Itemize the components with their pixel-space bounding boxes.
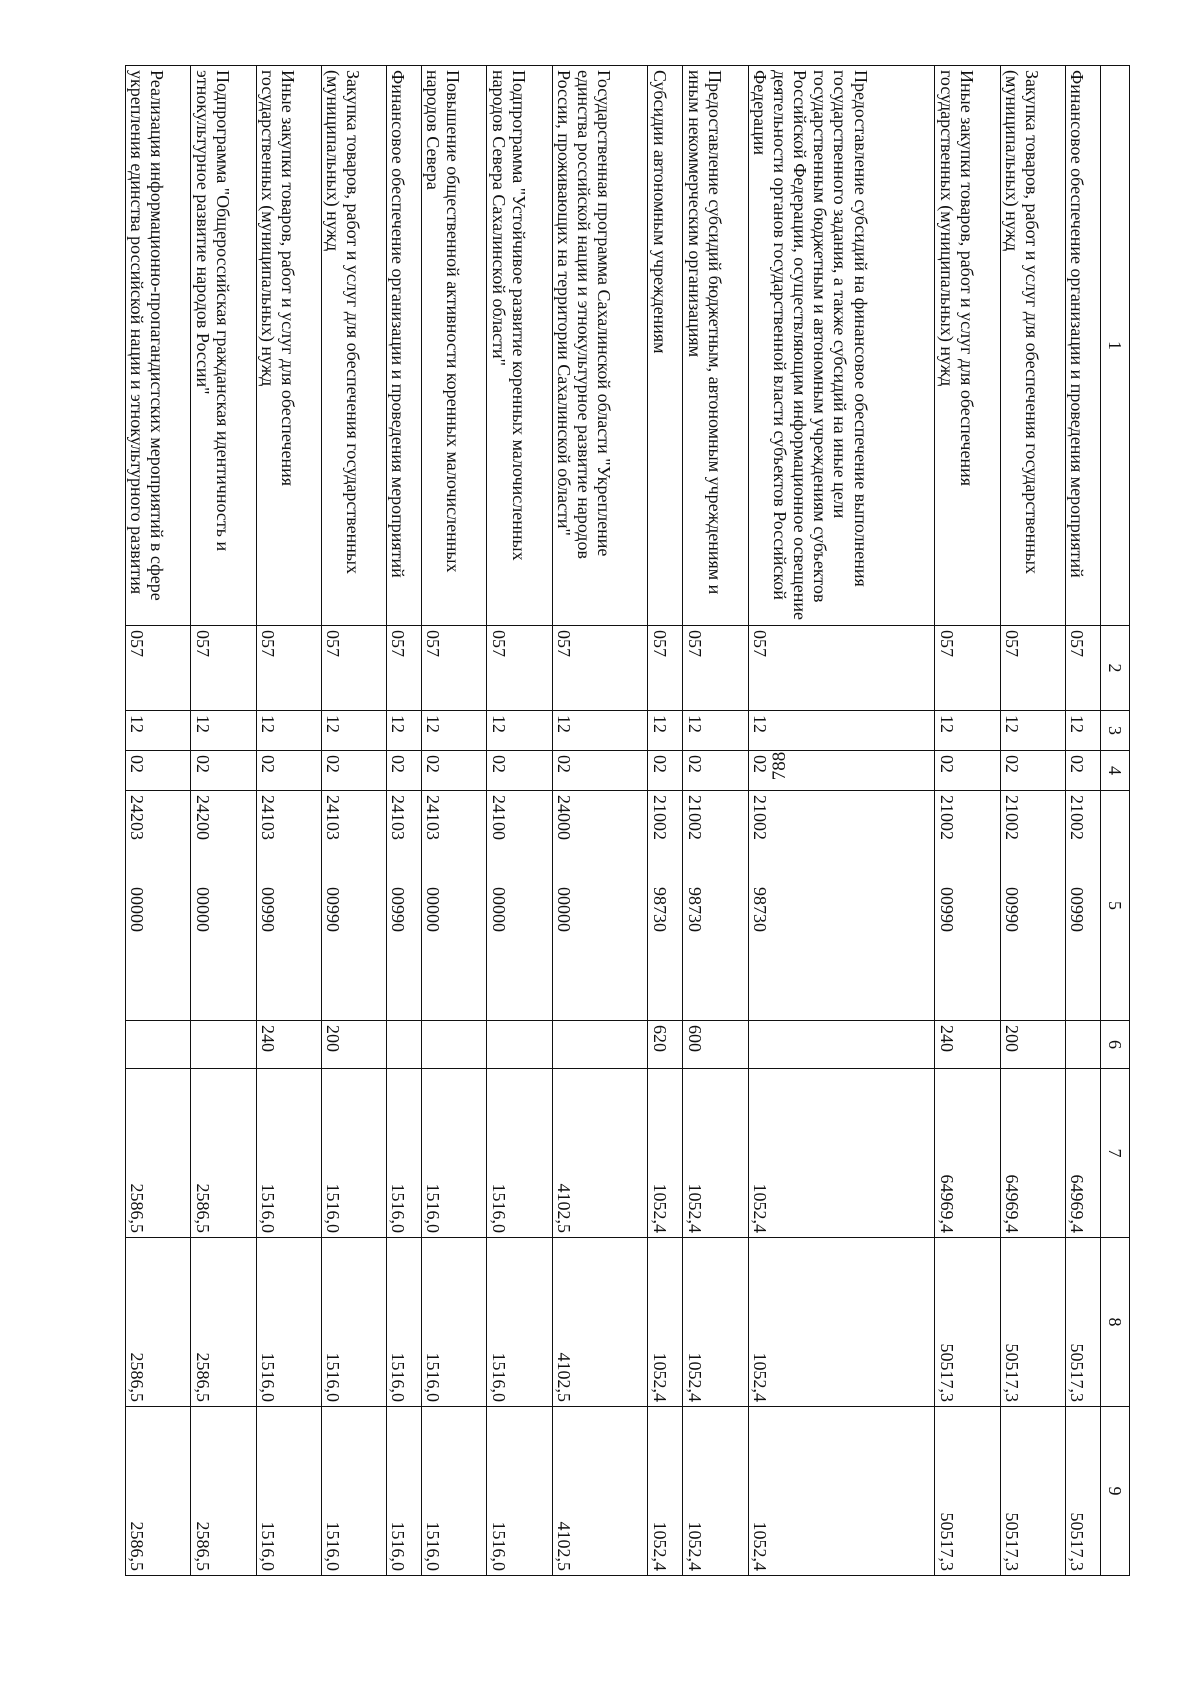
row-amount-col7: 2586,5 [126,1069,191,1238]
row-expense-type: 240 [256,1021,321,1069]
target-article-program: 21002 [1067,795,1088,840]
row-amount-col8: 1516,0 [422,1238,487,1407]
row-target-article [387,791,422,1021]
row-amount-col8: 1516,0 [256,1238,321,1407]
row-grbs-code: 057 [256,626,321,711]
table-row [1066,66,1101,1576]
target-article-program: 21002 [684,795,705,840]
row-subsection-code: 02 [487,751,552,791]
row-amount-col8: 1516,0 [487,1238,552,1407]
row-target-article [191,791,256,1021]
row-expense-type [487,1021,552,1069]
row-subsection-code: 02 [648,751,683,791]
row-section-code: 12 [1000,711,1065,751]
row-target-article [321,791,386,1021]
row-target-article [1000,791,1065,1021]
row-amount-col8: 2586,5 [191,1238,256,1407]
row-subsection-code: 02 [191,751,256,791]
row-amount-col7: 64969,4 [1066,1069,1101,1238]
row-amount-col9: 1052,4 [683,1407,748,1576]
target-article-direction: 98730 [649,887,670,932]
rotated-table-wrapper [125,65,1130,1575]
column-header: 6 [1101,1021,1130,1069]
row-amount-col8: 1052,4 [648,1238,683,1407]
table-row [191,66,256,1576]
row-expense-type [422,1021,487,1069]
row-expense-type [191,1021,256,1069]
row-amount-col8: 1516,0 [321,1238,386,1407]
table-row [387,66,422,1576]
target-article-direction: 00990 [388,887,409,932]
row-subsection-code: 02 [748,751,935,791]
row-description: Подпрограмма "Устойчивое развитие коренных малочисленных народов Севера Сахалинской области" [487,66,552,626]
row-description: Иные закупки товаров, работ и услуг для обеспечения государственных (муниципальных) нужд [935,66,1000,626]
row-grbs-code: 057 [422,626,487,711]
page-number: 788 [769,751,790,781]
row-description: Повышение общественной активности коренных малочисленных народов Севера [422,66,487,626]
column-header: 8 [1101,1238,1130,1407]
row-amount-col8: 1052,4 [748,1238,935,1407]
row-expense-type: 620 [648,1021,683,1069]
row-subsection-code: 02 [321,751,386,791]
row-amount-col8: 50517,3 [1000,1238,1065,1407]
column-header: 3 [1101,711,1130,751]
table-row [126,66,191,1576]
row-section-code: 12 [935,711,1000,751]
row-section-code: 12 [422,711,487,751]
row-amount-col7: 1052,4 [683,1069,748,1238]
row-target-article [422,791,487,1021]
row-grbs-code: 057 [748,626,935,711]
table-row [1000,66,1065,1576]
row-target-article [126,791,191,1021]
row-expense-type: 240 [935,1021,1000,1069]
row-expense-type: 600 [683,1021,748,1069]
row-subsection-code: 02 [1066,751,1101,791]
row-amount-col7: 1516,0 [321,1069,386,1238]
target-article-program: 24000 [553,795,574,840]
target-article-program: 24200 [192,795,213,840]
row-section-code: 12 [683,711,748,751]
table-row [422,66,487,1576]
table-row [935,66,1000,1576]
row-section-code: 12 [126,711,191,751]
row-amount-col7: 1516,0 [422,1069,487,1238]
target-article-program: 24103 [323,795,344,840]
row-amount-col7: 4102,5 [552,1069,648,1238]
row-subsection-code: 02 [126,751,191,791]
row-section-code: 12 [552,711,648,751]
row-subsection-code: 02 [422,751,487,791]
target-article-program: 24103 [423,795,444,840]
row-amount-col9: 1516,0 [321,1407,386,1576]
row-expense-type [552,1021,648,1069]
table-row [487,66,552,1576]
row-amount-col9: 2586,5 [126,1407,191,1576]
row-target-article [487,791,552,1021]
target-article-program: 24103 [388,795,409,840]
target-article-program: 21002 [1001,795,1022,840]
row-amount-col7: 64969,4 [935,1069,1000,1238]
row-grbs-code: 057 [1000,626,1065,711]
table-row [256,66,321,1576]
row-subsection-code: 02 [552,751,648,791]
row-target-article [748,791,935,1021]
row-expense-type: 200 [1000,1021,1065,1069]
row-amount-col9: 50517,3 [1000,1407,1065,1576]
target-article-direction: 00990 [323,887,344,932]
row-expense-type: 200 [321,1021,386,1069]
row-target-article [1066,791,1101,1021]
row-amount-col9: 1516,0 [487,1407,552,1576]
row-section-code: 12 [748,711,935,751]
row-amount-col7: 1516,0 [256,1069,321,1238]
target-article-program: 21002 [749,795,770,840]
target-article-direction: 00990 [1067,887,1088,932]
row-amount-col8: 4102,5 [552,1238,648,1407]
row-amount-col9: 2586,5 [191,1407,256,1576]
row-description: Иные закупки товаров, работ и услуг для обеспечения государственных (муниципальных) нужд [256,66,321,626]
row-grbs-code: 057 [683,626,748,711]
row-grbs-code: 057 [321,626,386,711]
row-amount-col8: 50517,3 [1066,1238,1101,1407]
row-amount-col8: 50517,3 [935,1238,1000,1407]
row-section-code: 12 [648,711,683,751]
target-article-direction: 00990 [257,887,278,932]
row-subsection-code: 02 [387,751,422,791]
row-amount-col8: 1516,0 [387,1238,422,1407]
row-section-code: 12 [256,711,321,751]
target-article-direction: 00000 [423,887,444,932]
row-subsection-code: 02 [1000,751,1065,791]
row-description: Реализация информационно-пропагандистских мероприятий в сфере укрепления единства российской нации и этнокультурного развития [126,66,191,626]
row-section-code: 12 [321,711,386,751]
target-article-program: 21002 [649,795,670,840]
row-grbs-code: 057 [648,626,683,711]
row-description: Закупка товаров, работ и услуг для обеспечения государственных (муниципальных) нужд [1000,66,1065,626]
row-expense-type [748,1021,935,1069]
row-expense-type [387,1021,422,1069]
target-article-program: 24103 [257,795,278,840]
table-row [552,66,648,1576]
row-expense-type [126,1021,191,1069]
row-subsection-code: 02 [935,751,1000,791]
column-header: 1 [1101,66,1130,626]
row-section-code: 12 [1066,711,1101,751]
row-grbs-code: 057 [935,626,1000,711]
row-target-article [683,791,748,1021]
row-description: Государственная программа Сахалинской области "Укрепление единства российской нации и этнокультурное развитие народов России, проживающих на территории Сахалинской области" [552,66,648,626]
table-row [321,66,386,1576]
row-amount-col7: 1052,4 [748,1069,935,1238]
row-amount-col9: 1516,0 [256,1407,321,1576]
row-amount-col9: 50517,3 [935,1407,1000,1576]
row-amount-col9: 1052,4 [648,1407,683,1576]
row-description: Финансовое обеспечение организации и проведения мероприятий [1066,66,1101,626]
row-description: Закупка товаров, работ и услуг для обеспечения государственных (муниципальных) нужд [321,66,386,626]
column-header: 7 [1101,1069,1130,1238]
row-description: Предоставление субсидий бюджетным, автономным учреждениям и иным некоммерческим организациям [683,66,748,626]
row-amount-col9: 1516,0 [422,1407,487,1576]
row-amount-col7: 1516,0 [387,1069,422,1238]
target-article-direction: 00990 [936,887,957,932]
target-article-direction: 00000 [127,887,148,932]
row-subsection-code: 02 [256,751,321,791]
row-grbs-code: 057 [487,626,552,711]
row-target-article [256,791,321,1021]
row-description: Субсидии автономным учреждениям [648,66,683,626]
target-article-program: 21002 [936,795,957,840]
row-description: Финансовое обеспечение организации и проведения мероприятий [387,66,422,626]
row-grbs-code: 057 [552,626,648,711]
column-header: 4 [1101,751,1130,791]
target-article-direction: 98730 [749,887,770,932]
table-row [648,66,683,1576]
target-article-direction: 98730 [684,887,705,932]
row-grbs-code: 057 [126,626,191,711]
target-article-program: 24203 [127,795,148,840]
row-section-code: 12 [387,711,422,751]
row-amount-col7: 1052,4 [648,1069,683,1238]
table-row [683,66,748,1576]
row-description: Подпрограмма "Общероссийская гражданская идентичность и этнокультурное развитие народов России" [191,66,256,626]
target-article-direction: 00990 [1001,887,1022,932]
budget-table [125,65,1130,1576]
table-row [748,66,935,1576]
row-amount-col9: 1052,4 [748,1407,935,1576]
row-target-article [935,791,1000,1021]
row-grbs-code: 057 [191,626,256,711]
row-subsection-code: 02 [683,751,748,791]
row-amount-col9: 50517,3 [1066,1407,1101,1576]
row-amount-col7: 2586,5 [191,1069,256,1238]
row-section-code: 12 [487,711,552,751]
row-amount-col7: 64969,4 [1000,1069,1065,1238]
row-amount-col7: 1516,0 [487,1069,552,1238]
row-amount-col9: 4102,5 [552,1407,648,1576]
row-description: Предоставление субсидий на финансовое обеспечение выполнения государственного задания, а также субсидий на иные цели государственным бюджетным и автономным учреждениям субъектов Российской Федерации, осуществляющим информационное освещение деятельности органов государственной власти субъектов Российской Федерации [748,66,935,626]
row-section-code: 12 [191,711,256,751]
target-article-direction: 00000 [553,887,574,932]
row-amount-col9: 1516,0 [387,1407,422,1576]
row-target-article [648,791,683,1021]
target-article-program: 24100 [488,795,509,840]
column-header: 9 [1101,1407,1130,1576]
row-grbs-code: 057 [1066,626,1101,711]
row-target-article [552,791,648,1021]
row-expense-type [1066,1021,1101,1069]
header-row [1101,66,1130,1576]
column-header: 2 [1101,626,1130,711]
target-article-direction: 00000 [488,887,509,932]
row-amount-col8: 1052,4 [683,1238,748,1407]
target-article-direction: 00000 [192,887,213,932]
row-amount-col8: 2586,5 [126,1238,191,1407]
row-grbs-code: 057 [387,626,422,711]
column-header: 5 [1101,791,1130,1021]
